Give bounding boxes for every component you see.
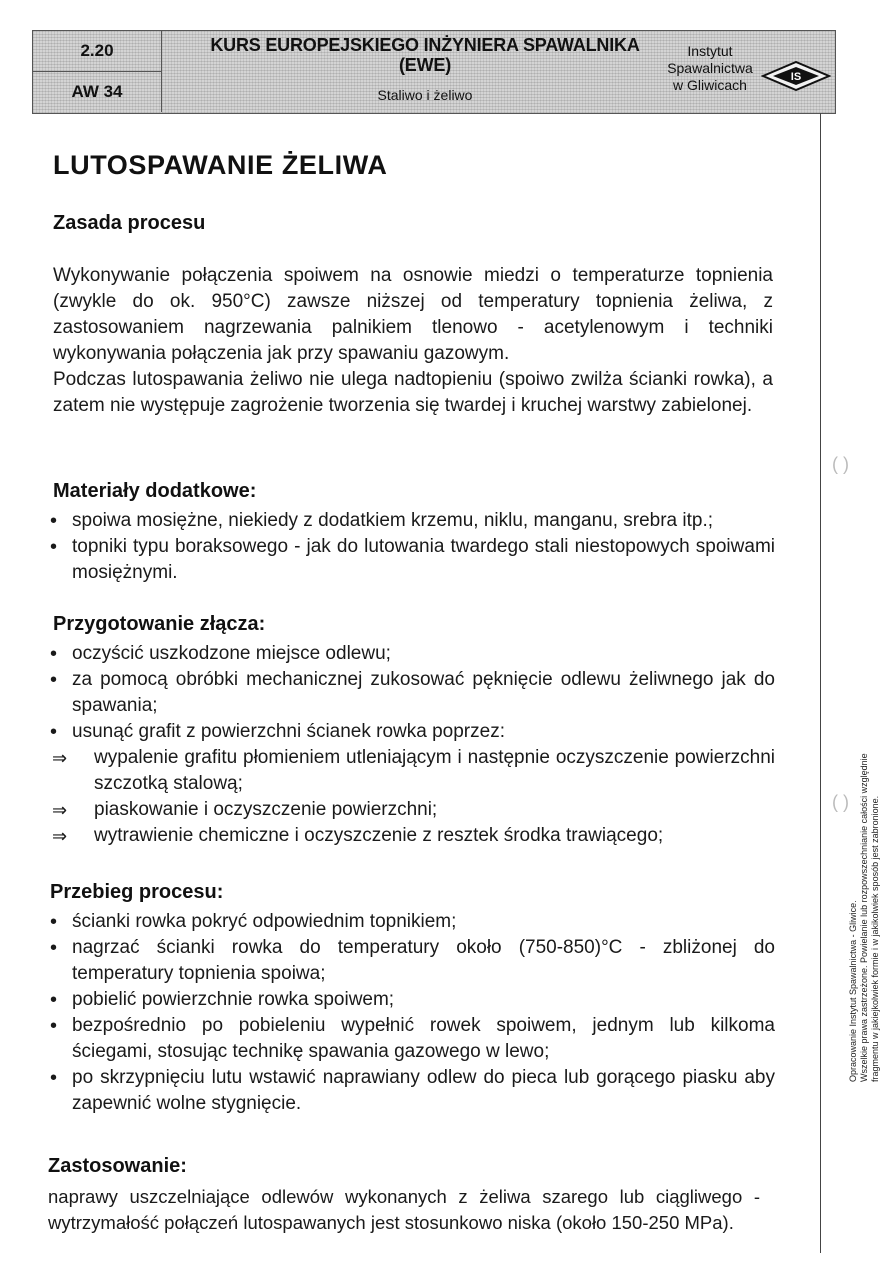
materials-heading: Materiały dodatkowe: (53, 480, 257, 502)
document-code: AW 34 (33, 72, 162, 112)
punch-hole-mark: ( ) (832, 792, 849, 812)
process-list (50, 909, 775, 1117)
course-subtitle: Staliwo i żeliwo (377, 87, 473, 103)
list-item: • oczyścić uszkodzone miejsce odlewu; (50, 641, 775, 667)
list-item: • pobielić powierzchnie rowka spoiwem; (50, 987, 775, 1013)
section-code: 2.20 (33, 31, 162, 72)
materials-list (50, 508, 775, 586)
list-item: • za pomocą obróbki mechanicznej zukosować pęknięcie odlewu żeliwnego jak do spawania; (50, 667, 775, 719)
list-item: • nagrzać ścianki rowka do temperatury około (750-850)°C - zbliżonej do temperatury topnienia spoiwa; (50, 935, 775, 987)
process-heading: Przebieg procesu: (50, 881, 224, 903)
copyright-notice: Opracowanie Instytut Spawalnictwa - Gliwice. Wszelkie prawa zastrzeżone. Powielanie lub rozpowszechnianie całości względnie fragmentu w jakiejkolwiek formie i w jakikolwiek sposób jest zabronione. (848, 753, 880, 1082)
principle-heading: Zasada procesu (53, 212, 206, 234)
preparation-list (50, 641, 775, 849)
logo-text: IS (790, 71, 802, 83)
preparation-heading: Przygotowanie złącza: (53, 613, 266, 635)
course-title (193, 35, 657, 75)
sublist-item: ⇒ wypalenie grafitu płomieniem utleniającym i następnie oczyszczenie powierzchni szczotką stalową; (50, 745, 775, 797)
sublist-item: ⇒ piaskowanie i oczyszczenie powierzchni; (50, 797, 775, 823)
course-title-line1: KURS EUROPEJSKIEGO INŻYNIERA SPAWALNIKA (210, 35, 640, 55)
list-item: • bezpośrednio po pobieleniu wypełnić rowek spoiwem, jednym lub kilkoma ściegami, stosując technikę spawania gazowego w lewo; (50, 1013, 775, 1065)
list-item: • usunąć grafit z powierzchni ścianek rowka poprzez: (50, 719, 775, 745)
application-paragraph: naprawy uszczelniające odlewów wykonanych z żeliwa szarego lub ciągliwego - wytrzymałość połączeń lutospawanych jest stosunkowo niska (około 150-250 MPa). (48, 1186, 760, 1233)
page-title: LUTOSPAWANIE ŻELIWA (53, 150, 388, 180)
list-item: • spoiwa mosiężne, niekiedy z dodatkiem krzemu, niklu, manganu, srebra itp.; (50, 508, 775, 534)
punch-hole-mark: ( ) (832, 454, 849, 474)
institute-logo-icon (761, 61, 831, 91)
preparation-sublist-wrapper (50, 745, 775, 849)
list-item: • topniki typu boraksowego - jak do lutowania twardego stali niestopowych spoiwami mosiężnymi. (50, 534, 775, 586)
application-heading: Zastosowanie: (48, 1155, 187, 1177)
list-item: • po skrzypnięciu lutu wstawić naprawiany odlew do pieca lub gorącego piasku aby zapewnić wolne stygnięcie. (50, 1065, 775, 1117)
institute-name: Instytut Spawalnictwa w Gliwicach (667, 43, 753, 93)
right-margin-line (820, 113, 821, 1253)
course-header (32, 30, 836, 114)
principle-paragraph-1: Wykonywanie połączenia spoiwem na osnowie miedzi o temperaturze topnienia (zwykle do ok. 950°C) zawsze niższej od temperatury topnienia żeliwa, z zastosowaniem nagrzewania palnikiem tlenowo - acetylenowym i techniki wykonywania połączenia jak przy spawaniu gazowym. (53, 265, 773, 364)
list-item: • ścianki rowka pokryć odpowiednim topnikiem; (50, 909, 775, 935)
sublist-item: ⇒ wytrawienie chemiczne i oczyszczenie z resztek środka trawiącego; (50, 823, 775, 849)
preparation-sublist (50, 745, 775, 849)
principle-paragraph-2: Podczas lutospawania żeliwo nie ulega nadtopieniu (spoiwo zwilża ścianki rowka), a zatem nie występuje zagrożenie tworzenia się twardej i kruchej warstwy zabielonej. (53, 369, 773, 416)
course-title-line2: (EWE) (399, 55, 451, 75)
